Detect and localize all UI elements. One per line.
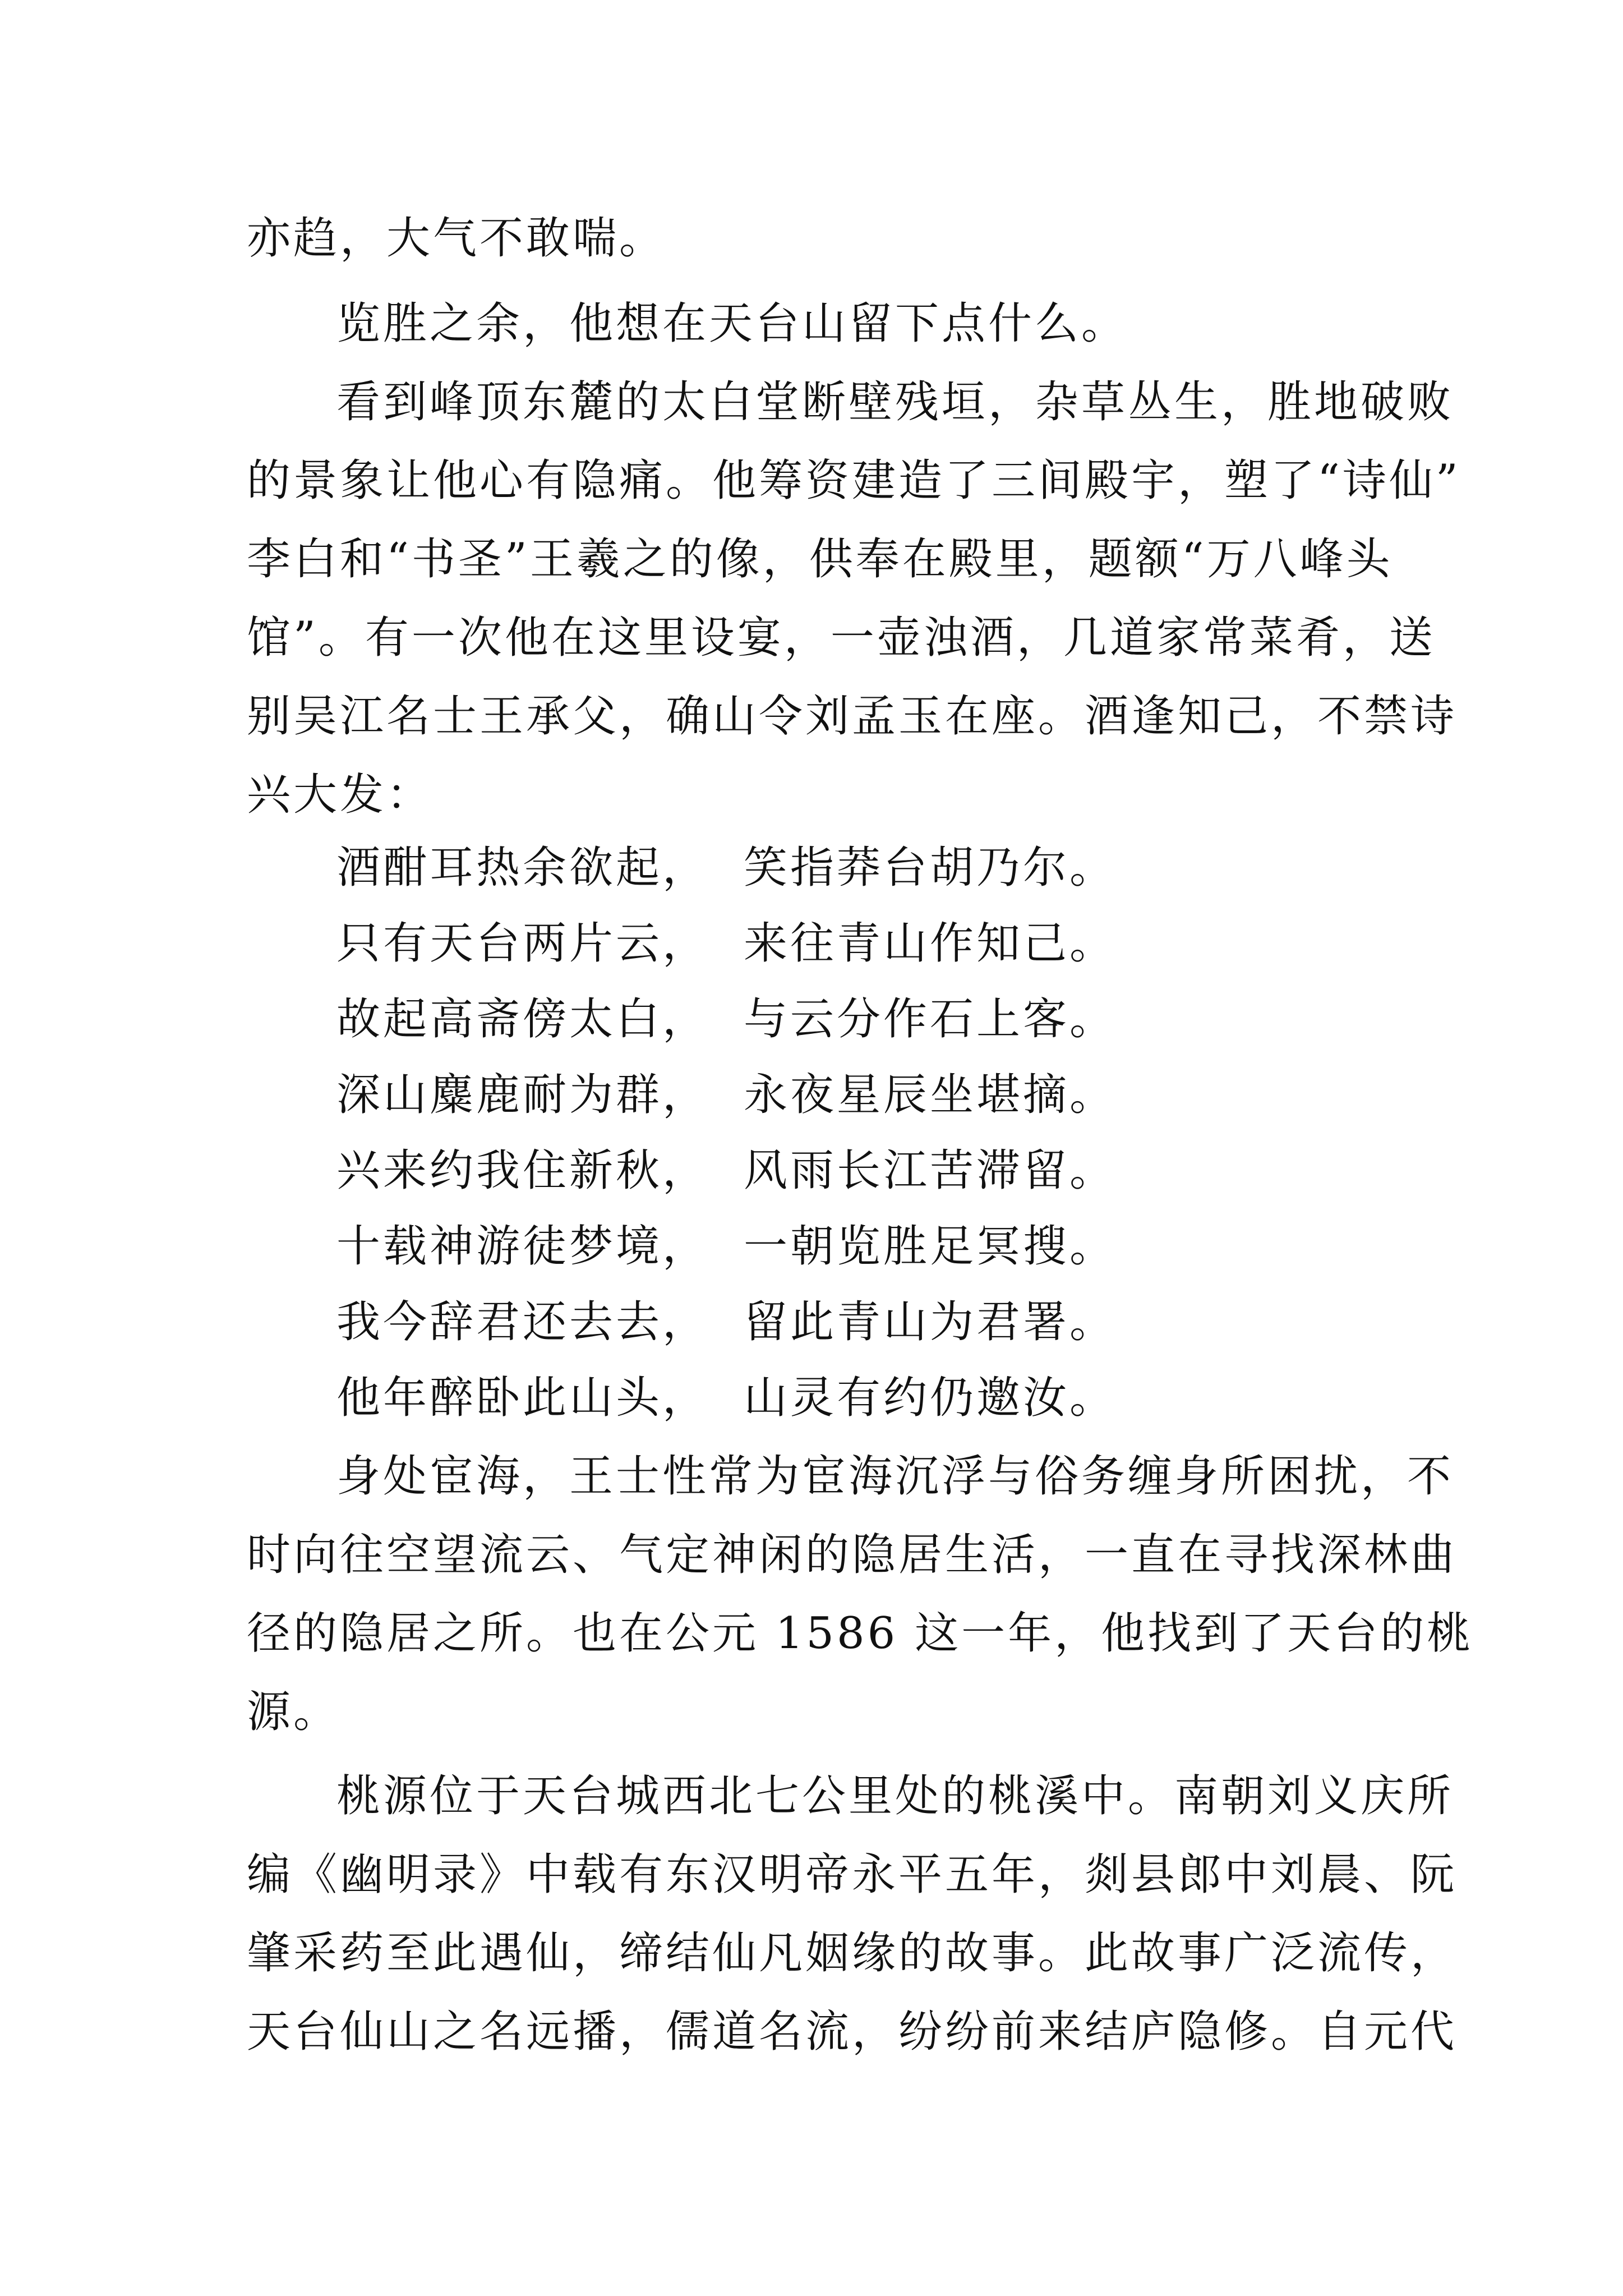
poem-line-second-half: 一朝览胜足冥搜。 — [744, 1221, 1117, 1272]
paragraph-line: 兴大发： — [247, 770, 434, 820]
paragraph-line: 天台仙山之名远播，儒道名流，纷纷前来结庐隐修。自元代 — [247, 2007, 1458, 2057]
paragraph-line: 身处宦海，王士性常为宦海沉浮与俗务缠身所困扰，不 — [336, 1451, 1454, 1502]
poem-line-first-half: 兴来约我住新秋， — [336, 1145, 709, 1196]
poem-line — [336, 1218, 1469, 1274]
paragraph-line: 肇采药至此遇仙，缔结仙凡姻缘的故事。此故事广泛流传， — [247, 1928, 1458, 1978]
poem-line-second-half: 山灵有约仍邀汝。 — [744, 1373, 1117, 1423]
poem-line-second-half: 永夜星辰坐堪摘。 — [744, 1070, 1117, 1120]
poem-line-second-half: 与云分作石上客。 — [744, 994, 1117, 1045]
poem-line-second-half: 来往青山作知己。 — [744, 918, 1117, 969]
paragraph-line: 的景象让他心有隐痛。他筹资建造了三间殿宇，塑了“诗仙” — [247, 455, 1461, 506]
poem-line — [336, 1143, 1469, 1199]
poem-line-first-half: 我今辞君还去去， — [336, 1297, 709, 1347]
poem-line-first-half: 十载神游徒梦境， — [336, 1221, 709, 1272]
poem-line-second-half: 笑指莽台胡乃尔。 — [744, 843, 1117, 893]
paragraph-line: 桃源位于天台城西北七公里处的桃溪中。南朝刘义庆所 — [336, 1771, 1454, 1821]
paragraph-line: 亦趋，大气不敢喘。 — [247, 213, 666, 264]
poem-line-first-half: 只有天台两片云， — [336, 918, 709, 969]
paragraph-line: 编《幽明录》中载有东汉明帝永平五年，剡县郎中刘晨、阮 — [247, 1849, 1458, 1900]
poem-line-second-half: 留此青山为君署。 — [744, 1297, 1117, 1347]
poem-line — [336, 915, 1469, 972]
paragraph-line: 览胜之余，他想在天台山留下点什么。 — [336, 298, 1128, 349]
paragraph-line: 源。 — [247, 1687, 340, 1737]
paragraph-line: 馆”。有一次他在这里设宴，一壶浊酒，几道家常菜肴，送 — [247, 613, 1436, 663]
poem-line — [336, 1067, 1469, 1123]
paragraph-line: 径的隐居之所。也在公元 1586 这一年，他找到了天台的桃 — [247, 1608, 1474, 1659]
poem-line — [336, 991, 1469, 1047]
poem-line-first-half: 他年醉卧此山头， — [336, 1373, 709, 1423]
poem-line — [336, 840, 1469, 896]
poem-line-first-half: 深山麋鹿耐为群， — [336, 1070, 709, 1120]
paragraph-line: 别吴江名士王承父，确山令刘孟玉在座。酒逢知己，不禁诗 — [247, 691, 1458, 742]
poem-line — [336, 1294, 1469, 1350]
paragraph-line: 时向往空望流云、气定神闲的隐居生活，一直在寻找深林曲 — [247, 1530, 1458, 1580]
poem-line-first-half: 故起高斋傍太白， — [336, 994, 709, 1045]
poem-line-second-half: 风雨长江苦滞留。 — [744, 1145, 1117, 1196]
paragraph-line: 李白和“书圣”王羲之的像，供奉在殿里，题额“万八峰头 — [247, 534, 1393, 585]
poem-line-first-half: 酒酣耳热余欲起， — [336, 843, 709, 893]
paragraph-line: 看到峰顶东麓的太白堂断壁残垣，杂草丛生，胜地破败 — [336, 377, 1454, 427]
poem-line — [336, 1370, 1469, 1426]
